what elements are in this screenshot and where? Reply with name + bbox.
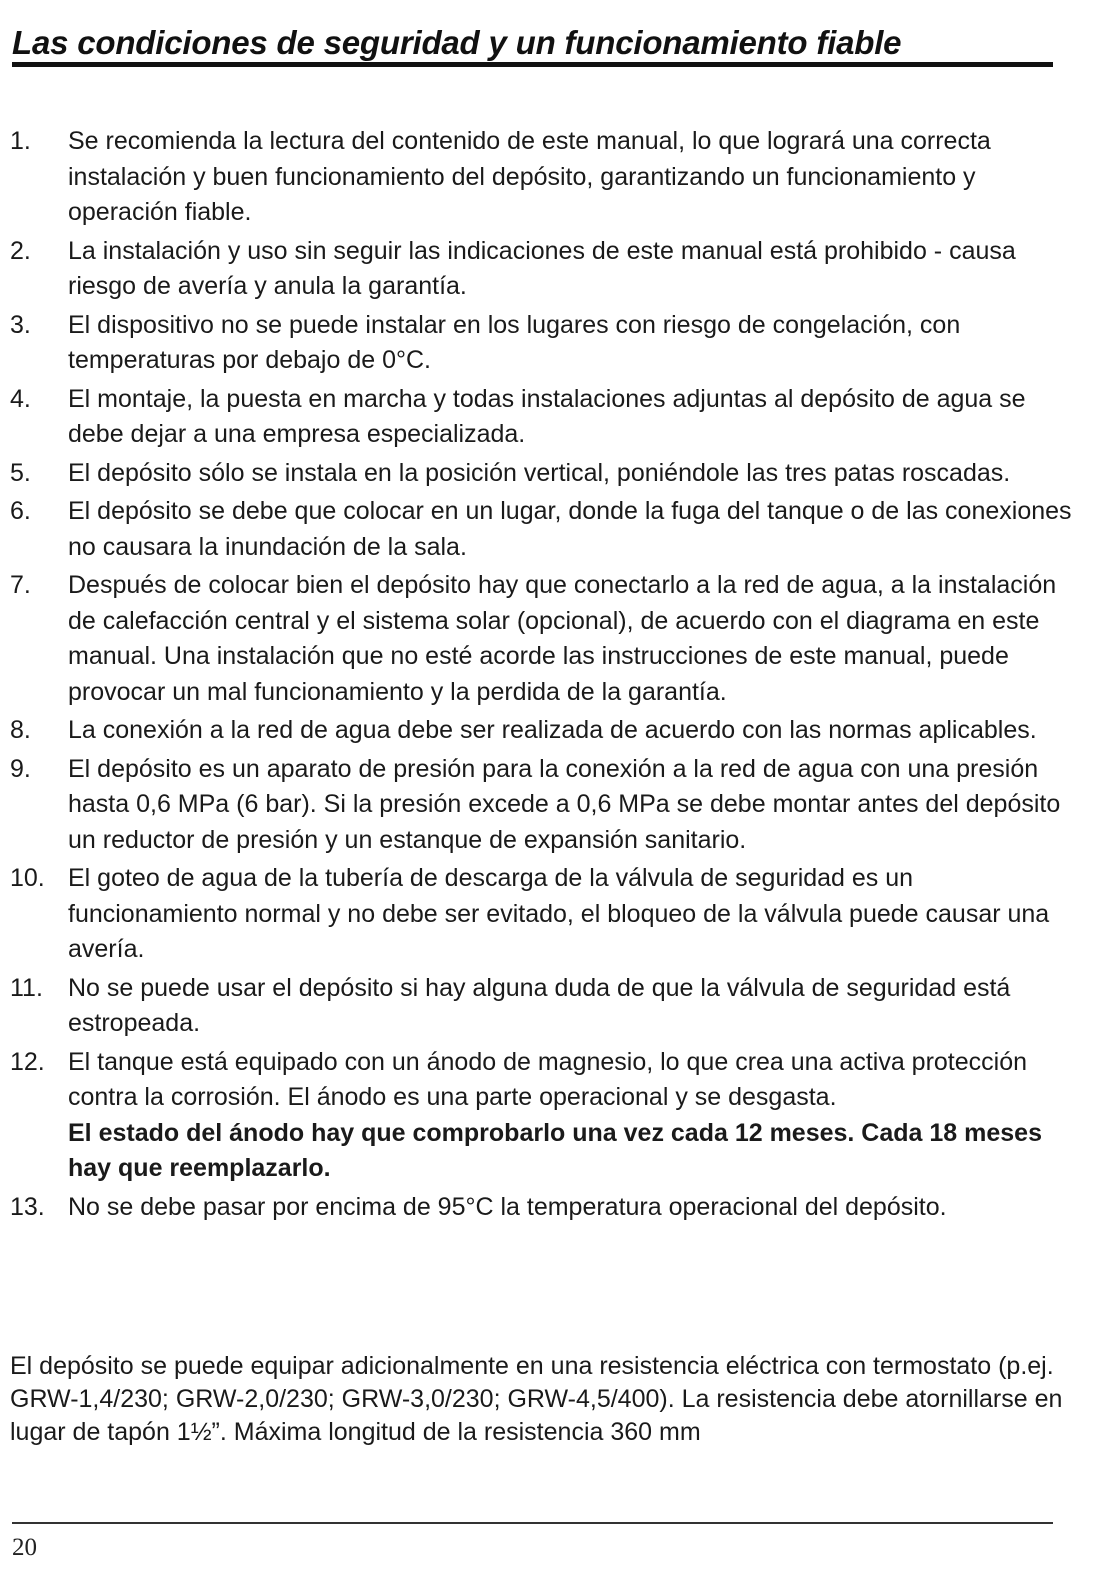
item-number: 12. — [10, 1047, 45, 1076]
item-number: 7. — [10, 571, 31, 599]
list-item — [10, 861, 1088, 968]
item-text: El depósito se debe que colocar en un lugar, donde la fuga del tanque o de las conexiones no causara la inundación de la sala. — [68, 497, 1072, 561]
item-number: 2. — [10, 236, 31, 265]
list-item — [10, 713, 1088, 749]
list-item — [10, 568, 1088, 710]
item-text: No se debe pasar por encima de 95°C la temperatura operacional del depósito. — [68, 1192, 947, 1221]
item-text: El goteo de agua de la tubería de descarga de la válvula de seguridad es un funcionamiento normal y no debe ser evitado, el bloqueo de la válvula puede causar una avería. — [68, 864, 1050, 963]
item-text: La conexión a la red de agua debe ser realizada de acuerdo con las normas aplicables. — [68, 716, 1037, 744]
item-text: El depósito es un aparato de presión para la conexión a la red de agua con una presión hasta 0,6 MPa (6 bar). Si la presión excede a 0,6 MPa se debe montar antes del depósito un reductor de presión y un estanque de expansión sanitario. — [68, 754, 1061, 854]
list-item — [10, 308, 1088, 379]
item-number: 4. — [10, 384, 31, 413]
list-item — [10, 382, 1088, 453]
page-number: 20 — [12, 1534, 37, 1561]
item-text: Después de colocar bien el depósito hay que conectarlo a la red de agua, a la instalación de calefacción central y el sistema solar (opcional), de acuerdo con el diagrama en este manual. Una instalación que no esté acorde las instrucciones de este manual, puede provocar un mal funcionamiento y la perdida de la garantía. — [68, 571, 1057, 706]
list-item — [10, 971, 1088, 1042]
item-text: El depósito sólo se instala en la posición vertical, poniéndole las tres patas roscadas. — [68, 458, 1011, 487]
list-item — [10, 1045, 1088, 1187]
list-item — [10, 494, 1088, 565]
item-bold-text: El estado del ánodo hay que comprobarlo una vez cada 12 meses. Cada 18 meses hay que reemplazarlo. — [68, 1118, 1042, 1182]
item-number: 11. — [10, 973, 43, 1002]
list-item — [10, 124, 1088, 231]
electric-heater-note: El depósito se puede equipar adicionalmente en una resistencia eléctrica con termostato (p.ej. GRW-1,4/230; GRW-2,0/230; GRW-3,0/230; GRW-4,5/400). La resistencia debe atornillarse en lugar de tapón 1½”. Máxima longitud de la resistencia 360 mm — [10, 1352, 1063, 1446]
item-number: 6. — [10, 497, 31, 525]
list-item — [10, 1190, 1088, 1226]
item-text: No se puede usar el depósito si hay alguna duda de que la válvula de seguridad está estropeada. — [68, 973, 1011, 1037]
item-number: 8. — [10, 716, 31, 744]
item-number: 3. — [10, 310, 31, 339]
item-text: El tanque está equipado con un ánodo de magnesio, lo que crea una activa protección contra la corrosión. El ánodo es una parte operacional y se desgasta. — [68, 1047, 1028, 1111]
item-number: 1. — [10, 127, 31, 155]
list-item — [10, 234, 1088, 305]
item-text: Se recomienda la lectura del contenido de este manual, lo que logrará una correcta instalación y buen funcionamiento del depósito, garantizando un funcionamiento y operación fiable. — [68, 127, 991, 226]
footer-divider — [12, 1522, 1053, 1524]
title-divider — [12, 62, 1053, 67]
list-item — [10, 752, 1088, 859]
item-number: 9. — [10, 754, 31, 783]
item-number: 10. — [10, 864, 45, 892]
item-text: El montaje, la puesta en marcha y todas instalaciones adjuntas al depósito de agua se debe dejar a una empresa especializada. — [68, 384, 1026, 448]
list-item — [10, 456, 1088, 492]
safety-rules-list — [10, 124, 1088, 1228]
item-number: 5. — [10, 458, 31, 487]
item-text: El dispositivo no se puede instalar en los lugares con riesgo de congelación, con temperaturas por debajo de 0°C. — [68, 310, 961, 374]
item-number: 13. — [10, 1192, 45, 1221]
item-text: La instalación y uso sin seguir las indicaciones de este manual está prohibido - causa riesgo de avería y anula la garantía. — [68, 236, 1016, 300]
page-title: Las condiciones de seguridad y un funcionamiento fiable — [12, 24, 902, 62]
